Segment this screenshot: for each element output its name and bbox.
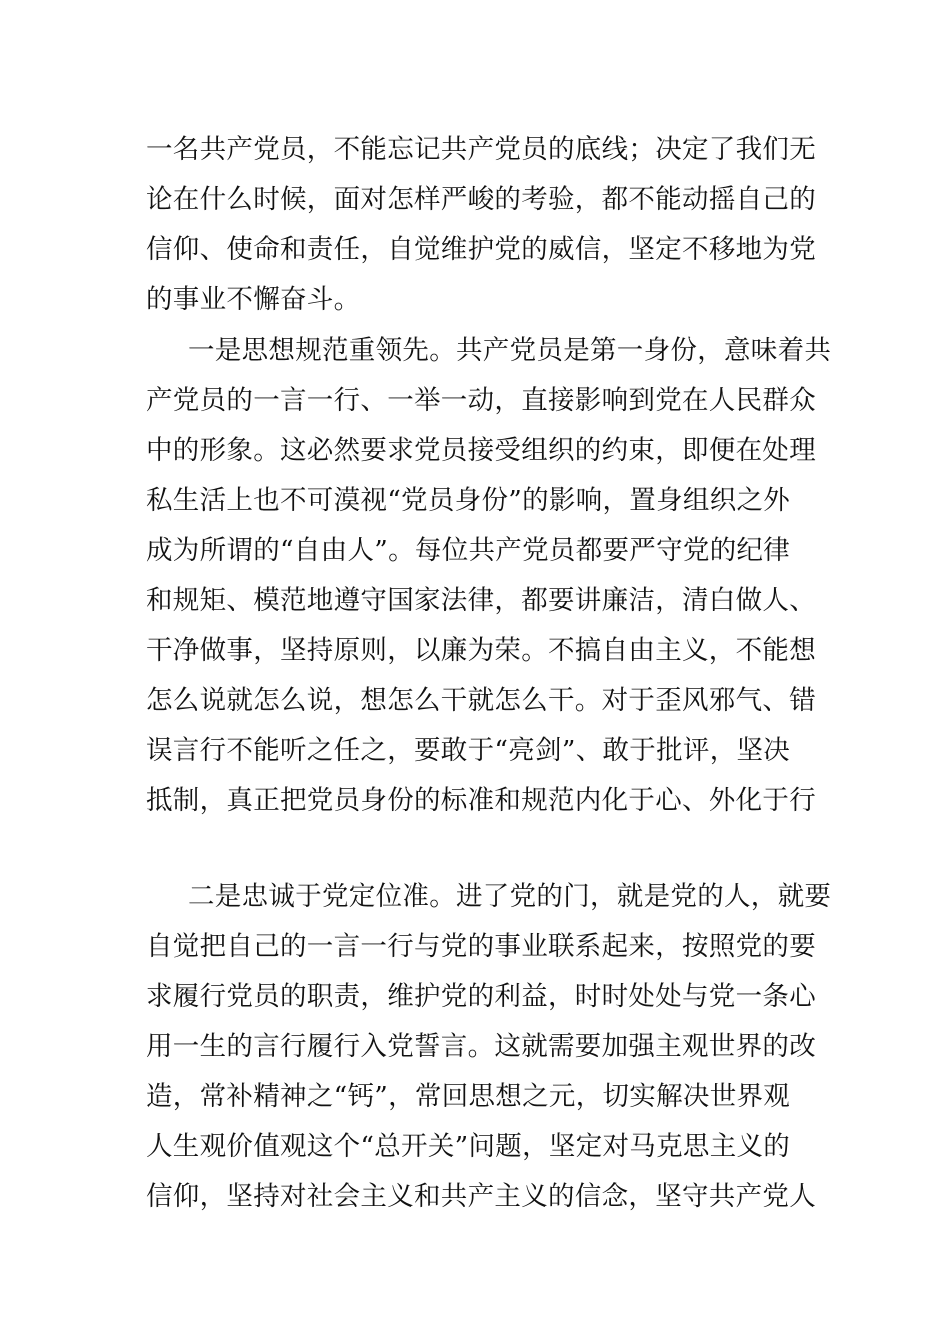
text-line: 的事业不懈奋斗。 [146, 284, 361, 315]
paragraph-first-line: 二是忠诚于党定位准。进了党的门，就是党的人，就要 [188, 881, 832, 912]
paragraph-first-line: 一是思想规范重领先。共产党员是第一身份，意味着共 [188, 335, 832, 366]
text-line: 成为所谓的“自由人”。每位共产党员都要严守党的纪律 [146, 535, 791, 566]
text-line: 私生活上也不可漠视“党员身份”的影响，置身组织之外 [146, 485, 791, 516]
text-line: 怎么说就怎么说，想怎么干就怎么干。对于歪风邪气、错 [146, 685, 816, 716]
text-line: 用一生的言行履行入党誓言。这就需要加强主观世界的改 [146, 1031, 816, 1062]
text-line: 造，常补精神之“钙”，常回思想之元，切实解决世界观 [146, 1081, 791, 1112]
text-line: 人生观价值观这个“总开关”问题，坚定对马克思主义的 [146, 1131, 791, 1162]
text-line: 干净做事，坚持原则，以廉为荣。不搞自由主义，不能想 [146, 635, 816, 666]
text-line: 和规矩、模范地遵守国家法律，都要讲廉洁，清白做人、 [146, 585, 816, 616]
text-line: 产党员的一言一行、一举一动，直接影响到党在人民群众 [146, 385, 816, 416]
text-line: 求履行党员的职责，维护党的利益，时时处处与党一条心 [146, 981, 816, 1012]
text-line: 自觉把自己的一言一行与党的事业联系起来，按照党的要 [146, 931, 816, 962]
text-line: 一名共产党员，不能忘记共产党员的底线；决定了我们无 [146, 134, 816, 165]
text-line: 信仰、使命和责任，自觉维护党的威信，坚定不移地为党 [146, 234, 816, 265]
text-line: 抵制，真正把党员身份的标准和规范内化于心、外化于行 [146, 785, 816, 816]
text-line: 信仰，坚持对社会主义和共产主义的信念，坚守共产党人 [146, 1181, 816, 1212]
text-line: 中的形象。这必然要求党员接受组织的约束，即便在处理 [146, 435, 816, 466]
text-line: 论在什么时候，面对怎样严峻的考验，都不能动摇自己的 [146, 184, 816, 215]
text-line: 误言行不能听之任之，要敢于“亮剑”、敢于批评，坚决 [146, 735, 791, 766]
